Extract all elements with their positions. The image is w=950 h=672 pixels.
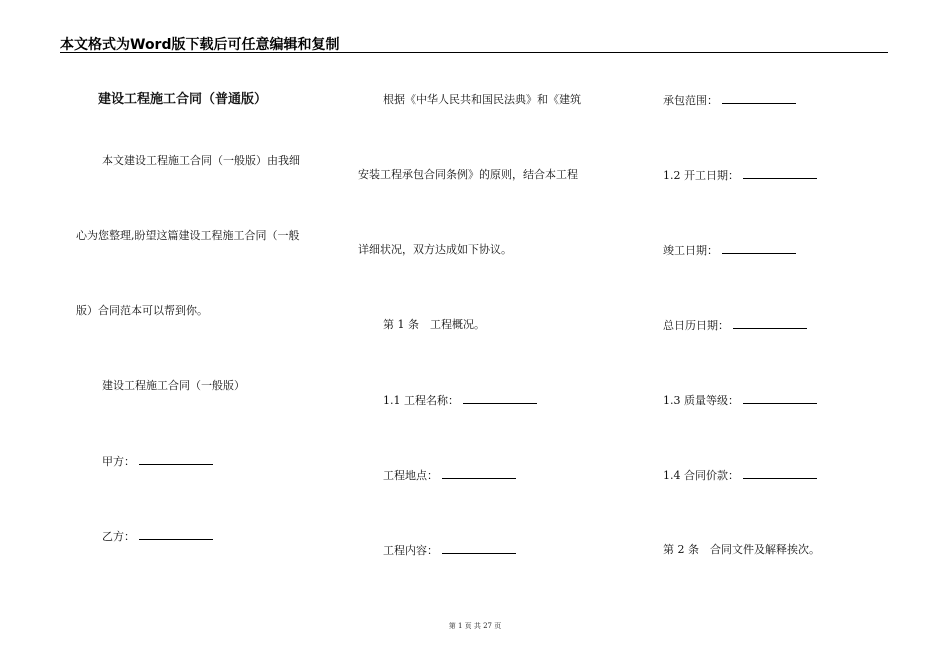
- total-days-blank: [733, 318, 807, 329]
- project-place-label: 工程地点：: [383, 469, 438, 482]
- quality-blank: [743, 393, 817, 404]
- price-label: 1.4 合同价款：: [663, 469, 739, 482]
- contract-subtitle: 建设工程施工合同（一般版）: [102, 379, 245, 392]
- total-days-label: 总日历日期：: [663, 319, 729, 332]
- project-content-label: 工程内容：: [383, 544, 438, 557]
- page-number: 第 1 页 共 27 页: [448, 622, 502, 630]
- quality-field: [663, 393, 817, 408]
- party-a-blank: [139, 454, 213, 465]
- party-b-field: [102, 529, 213, 544]
- project-name-label: 1.1 工程名称：: [383, 394, 459, 407]
- document-header: 本文格式为Word版下载后可任意编辑和复制: [60, 37, 340, 53]
- price-field: [663, 468, 817, 483]
- project-content-field: [383, 543, 516, 558]
- start-date-label: 1.2 开工日期：: [663, 169, 739, 182]
- end-date-label: 竣工日期：: [663, 244, 718, 257]
- basis-line-1: 根据《中华人民共和国民法典》和《建筑: [383, 93, 581, 106]
- end-date-field: [663, 243, 796, 258]
- party-b-label: 乙方：: [102, 530, 135, 543]
- project-place-blank: [442, 468, 516, 479]
- intro-line-1: 本文建设工程施工合同（一般版）由我细: [102, 154, 300, 167]
- party-a-label: 甲方：: [102, 455, 135, 468]
- basis-line-3: 详细状况，双方达成如下协议。: [358, 243, 512, 256]
- project-content-blank: [442, 543, 516, 554]
- project-name-blank: [463, 393, 537, 404]
- project-name-field: [383, 393, 537, 408]
- quality-label: 1.3 质量等级：: [663, 394, 739, 407]
- price-blank: [743, 468, 817, 479]
- article-1-heading: 第 1 条 工程概况。: [383, 318, 485, 331]
- scope-field: [663, 93, 796, 108]
- document-title: 建设工程施工合同（普通版）: [98, 92, 268, 107]
- party-a-field: [102, 454, 213, 469]
- project-place-field: [383, 468, 516, 483]
- basis-line-2: 安装工程承包合同条例》的原则，结合本工程: [358, 168, 578, 181]
- start-date-blank: [743, 168, 817, 179]
- end-date-blank: [722, 243, 796, 254]
- party-b-blank: [139, 529, 213, 540]
- start-date-field: [663, 168, 817, 183]
- intro-line-2: 心为您整理,盼望这篇建设工程施工合同（一般: [76, 229, 300, 242]
- scope-blank: [722, 93, 796, 104]
- article-2-heading: 第 2 条 合同文件及解释挨次。: [663, 543, 820, 556]
- total-days-field: [663, 318, 807, 333]
- scope-label: 承包范围：: [663, 94, 718, 107]
- intro-line-3: 版）合同范本可以帮到你。: [76, 304, 208, 317]
- header-divider: [60, 52, 888, 53]
